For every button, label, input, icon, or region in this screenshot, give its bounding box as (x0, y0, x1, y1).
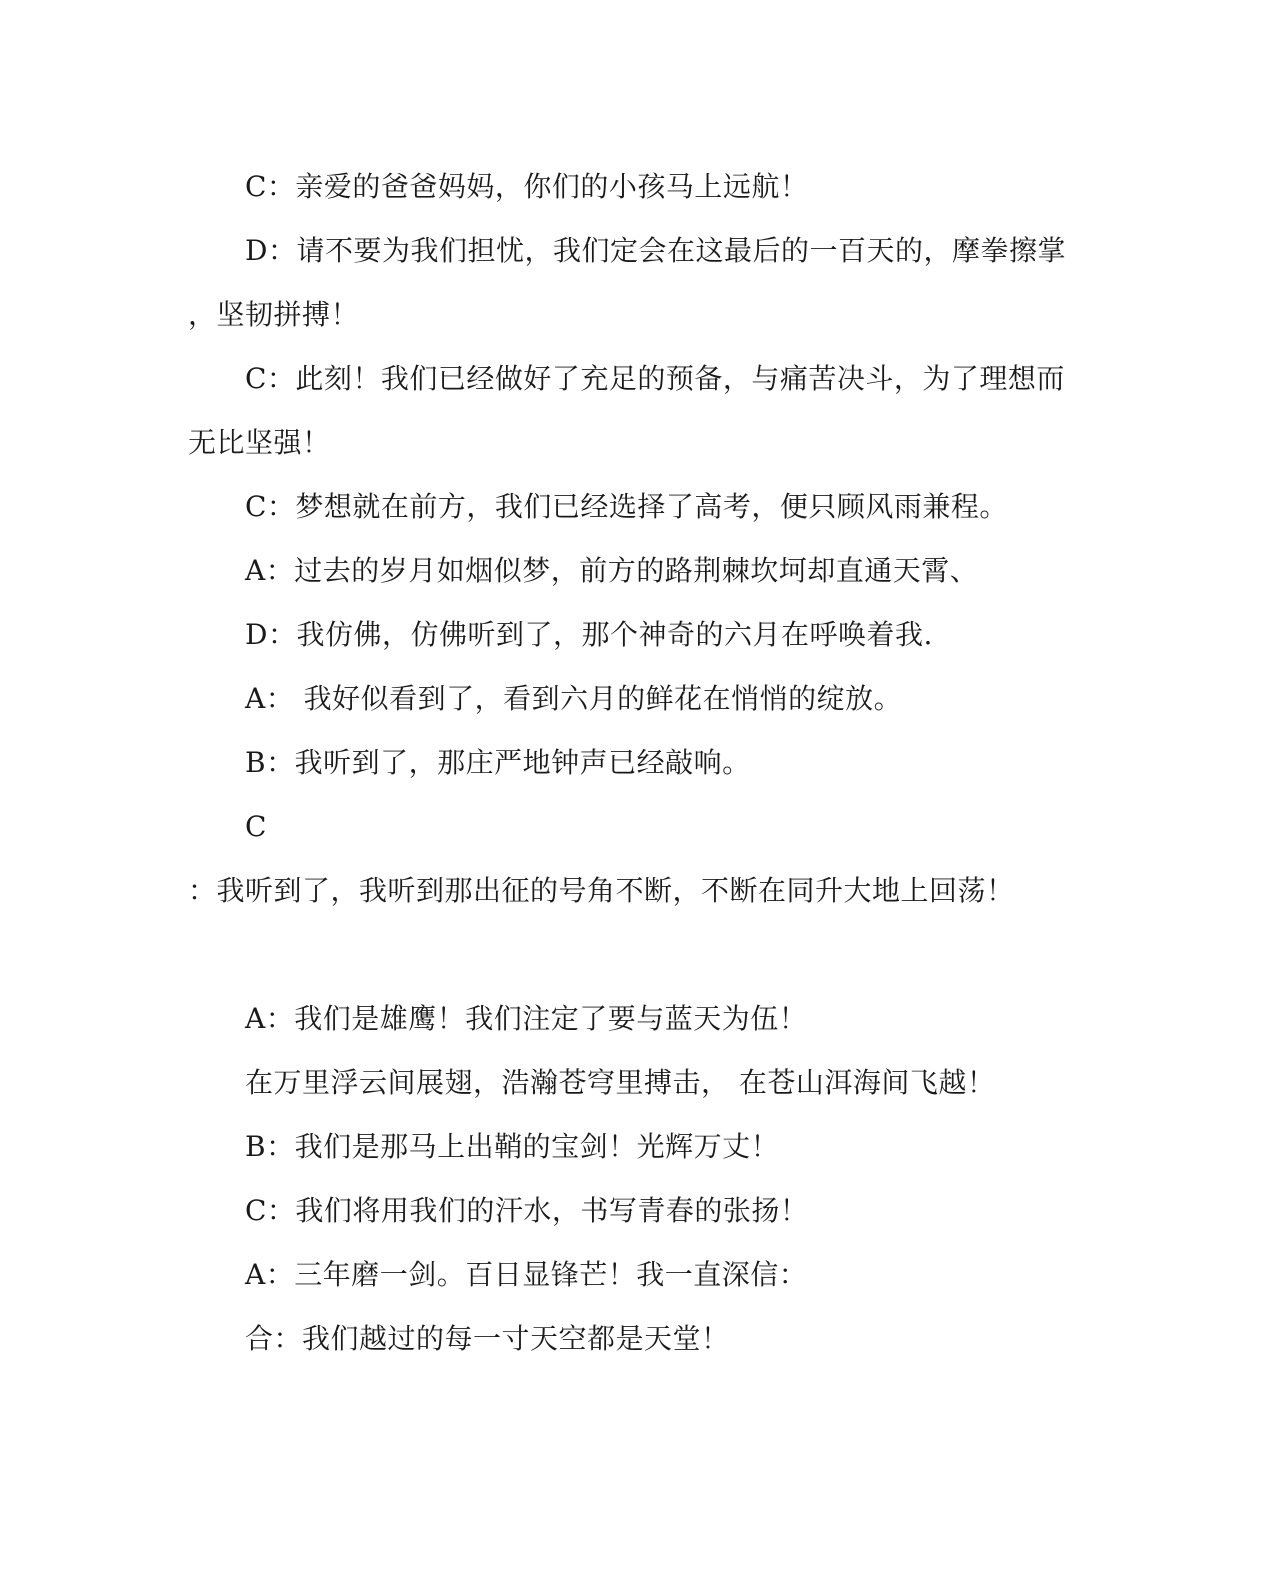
text-line: A：我们是雄鹰！我们注定了要与蓝天为伍！ (245, 1002, 808, 1035)
text-line: ，坚韧拼搏！ (188, 298, 360, 331)
text-line: 无比坚强！ (188, 426, 331, 459)
text-line: C：亲爱的爸爸妈妈，你们的小孩马上远航！ (245, 170, 809, 203)
text-line: C：此刻！我们已经做好了充足的预备，与痛苦决斗，为了理想而 (245, 362, 1065, 395)
text-line: C：我们将用我们的汗水，书写青春的张扬！ (245, 1194, 809, 1227)
text-line: 在万里浮云间展翅，浩瀚苍穹里搏击， 在苍山洱海间飞越！ (245, 1066, 996, 1099)
text-line: A： 我好似看到了，看到六月的鲜花在悄悄的绽放。 (245, 682, 903, 715)
text-line: D：我仿佛，仿佛听到了，那个神奇的六月在呼唤着我. (245, 618, 933, 651)
text-line: C：梦想就在前方，我们已经选择了高考，便只顾风雨兼程。 (245, 490, 1008, 523)
text-line: D：请不要为我们担忧，我们定会在这最后的一百天的，摩拳擦掌 (245, 234, 1066, 267)
text-line: A：过去的岁月如烟似梦，前方的路荆棘坎坷却直通天霄、 (245, 554, 979, 587)
text-line: B：我听到了，那庄严地钟声已经敲响。 (245, 746, 751, 779)
text-line: C (245, 810, 267, 843)
text-line: ：我听到了，我听到那出征的号角不断，不断在同升大地上回荡！ (188, 874, 1015, 907)
text-line: A：三年磨一剑。百日显锋芒！我一直深信： (245, 1258, 808, 1291)
text-line: 合：我们越过的每一寸天空都是天堂！ (245, 1322, 730, 1355)
text-line: B：我们是那马上出鞘的宝剑！光辉万丈！ (245, 1130, 780, 1163)
